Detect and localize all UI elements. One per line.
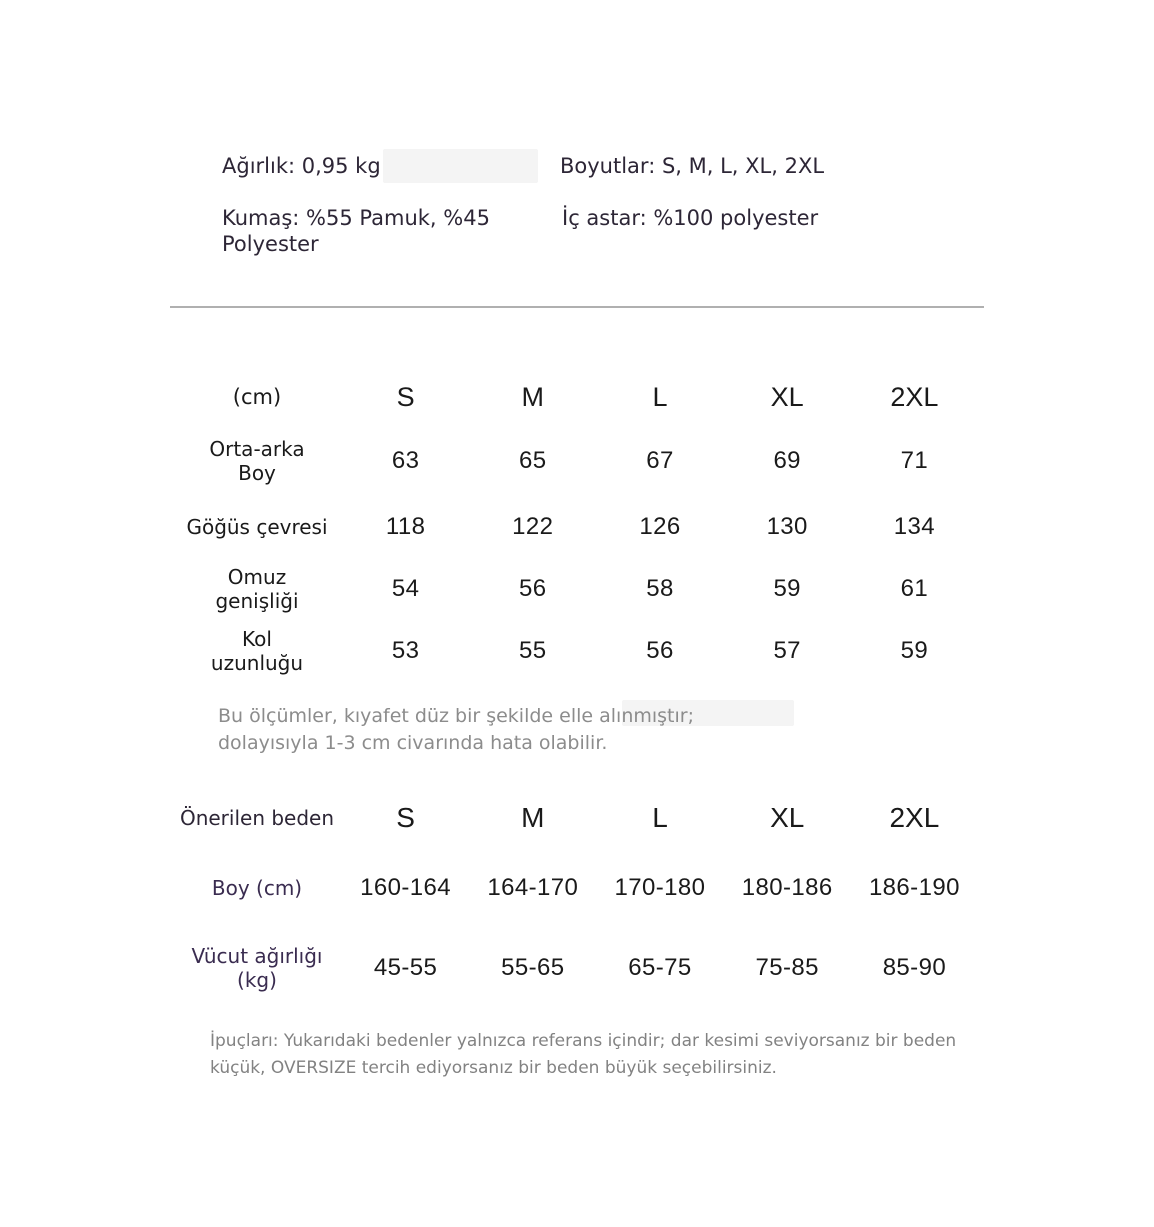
product-lining: İç astar: %100 polyester: [562, 206, 819, 230]
value-cell: 65-75: [628, 954, 692, 981]
unit-header: (cm): [232, 385, 282, 409]
recommended-size-header: Önerilen beden: [179, 806, 335, 830]
size-header-cell: 2XL: [889, 802, 940, 833]
value-cell: 56: [646, 637, 674, 664]
value-cell: 56: [519, 575, 547, 602]
measurement-note-line: dolayısıyla 1-3 cm civarında hata olabilir.: [218, 731, 608, 754]
value-cell: 59: [773, 575, 801, 602]
value-cell: 58: [646, 575, 674, 602]
size-header-cell: S: [396, 802, 415, 833]
value-cell: 160-164: [360, 874, 452, 901]
value-cell: 57: [773, 637, 801, 664]
size-header-cell: S: [396, 381, 415, 412]
value-cell: 55-65: [501, 954, 565, 981]
value-cell: 134: [893, 513, 936, 540]
size-header-cell: XL: [770, 381, 804, 412]
value-cell: 130: [766, 513, 808, 540]
value-cell: 54: [391, 575, 420, 602]
size-header-cell: M: [521, 802, 545, 833]
value-cell: 75-85: [755, 954, 819, 981]
section-divider: [170, 306, 984, 308]
value-cell: 63: [391, 447, 420, 474]
row-label: Vücut ağırlığı (kg): [191, 944, 323, 992]
row-label: Kol uzunluğu: [210, 627, 304, 675]
value-cell: 65: [519, 447, 547, 474]
value-cell: 55: [519, 637, 547, 664]
product-sizes: Boyutlar: S, M, L, XL, 2XL: [560, 154, 825, 178]
value-cell: 69: [773, 447, 801, 474]
row-label: Omuz genişliği: [215, 565, 299, 613]
value-cell: 61: [900, 575, 929, 602]
measurement-table: [172, 368, 978, 682]
product-fabric: Kumaş: %55 Pamuk, %45 Polyester: [222, 206, 490, 256]
size-recommendation-table: [172, 788, 978, 1008]
value-cell: 122: [512, 513, 554, 540]
value-cell: 67: [646, 447, 674, 474]
background-artifact: [383, 149, 538, 183]
size-header-cell: L: [652, 381, 668, 412]
size-header-cell: 2XL: [890, 381, 939, 412]
value-cell: 170-180: [614, 874, 706, 901]
size-tips: İpuçları: Yukarıdaki bedenler yalnızca referans içindir; dar kesimi seviyorsanız bir beden küçük, OVERSIZE tercih ediyorsanız bir beden büyük seçebilirsiniz.: [210, 1031, 957, 1079]
row-label: Boy (cm): [211, 876, 303, 900]
size-header-cell: L: [652, 802, 668, 833]
value-cell: 59: [900, 637, 929, 664]
size-header-cell: XL: [770, 802, 805, 833]
product-weight: Ağırlık: 0,95 kg: [222, 154, 381, 178]
row-label: Orta-arka Boy: [209, 437, 305, 485]
size-header-cell: M: [521, 381, 545, 412]
measurement-note-line: Bu ölçümler, kıyafet düz bir şekilde elle alınmıştır;: [218, 705, 695, 727]
value-cell: 53: [391, 637, 420, 664]
value-cell: 180-186: [741, 874, 833, 901]
value-cell: 186-190: [868, 874, 960, 901]
value-cell: 126: [639, 513, 681, 540]
value-cell: 85-90: [882, 954, 947, 981]
value-cell: 71: [900, 447, 929, 474]
measurement-note: [218, 703, 694, 757]
value-cell: 45-55: [373, 954, 438, 981]
value-cell: 118: [385, 513, 426, 540]
row-label: Göğüs çevresi: [186, 515, 328, 539]
value-cell: 164-170: [487, 874, 579, 901]
